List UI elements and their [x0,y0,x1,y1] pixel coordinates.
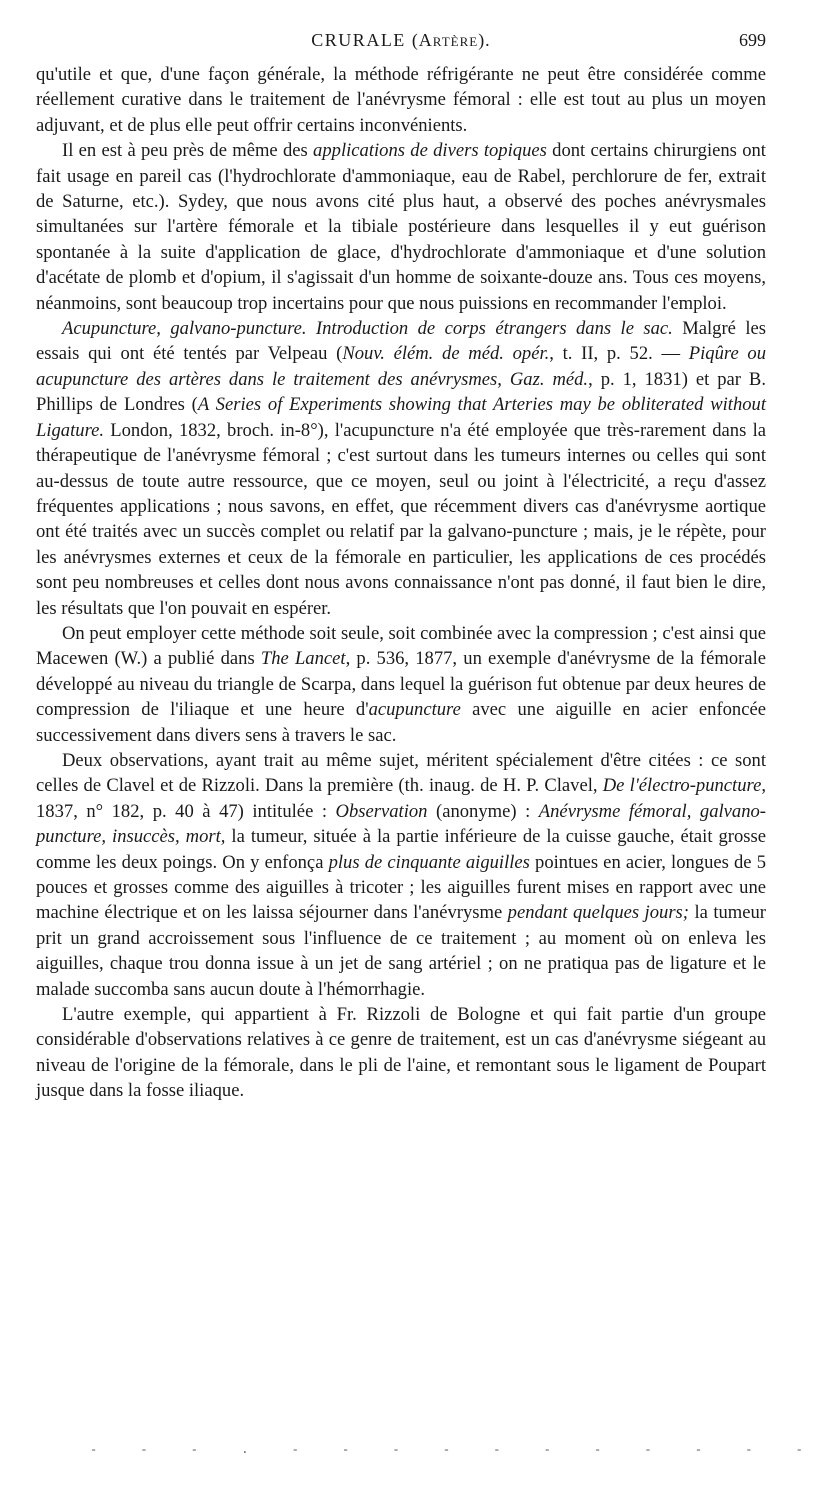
text-run: On peut employer cette méthode soit seule, soit combinée avec la compression ; c'est ainsi que Macewen (W.) a publié dans [36,622,766,670]
text-run: Malgré les essais qui ont été tentés par Velpeau ( [36,318,766,365]
paragraph-continued: qu'utile et que, d'une façon générale, la méthode réfrigérante ne peut être considérée comme réellement curative dans le traitement de l'anévrysme fémoral : elle est tout au plus un moyen adjuvant, et de plus elle peut offrir certains inconvénients. [36,64,766,136]
text-run: London, 1832, broch. in-8°), l'acupuncture n'a été employée que très-rarement dans la thérapeutique de l'anévrysme fémoral ; c'est surtout dans les tumeurs internes ou celles qui sont au-dessus de toute autre ressource, que ce moyen, seul ou joint à l'électricité, a reçu d'assez fréquentes applications ; nous savons, en effet, que récemment divers cas d'anévrysme aortique ont été traités avec un succès complet ou relatif par la galvano-puncture ; mais, je le répète, pour les anévrysmes externes et ceux de la fémorale en particulier, les applications de ces procédés sont peu nombreuses et celles dont nous avons connaissance n'ont pas donné, il faut bien le dire, les résultats que l'on pouvait en espérer. [36,419,766,619]
text-run: , t. II, p. 52. — [549,343,689,365]
italic-run: plus de cinquante aiguilles [328,851,530,873]
italic-run: Piqûre ou acupuncture des artères dans le traitement des anévrysmes, Gaz. méd. [36,343,766,390]
page-number: 699 [739,30,766,50]
body-text [36,62,766,1104]
text-run: , 1837, n° 182, p. 40 à 47) intitulée : [36,775,766,822]
italic-run: De l'électro-puncture [602,775,762,797]
text-run: dont certains chirurgiens ont fait usage en pareil cas (l'hydrochlorate d'ammoniaque, eau de Rabel, perchlorure de fer, extrait de Saturne, etc.). Sydey, que nous avons cité plus haut, a observé des poches anévrysmales simultanées sur l'artère fémorale et la tibiale postérieure dans lesquelles il y eut guérison spontanée à la suite d'application de glace, d'hydrochlorate d'ammoniaque et d'une solution d'acétate de plomb et d'opium, il s'agissait d'un homme de soixante-douze ans. Tous ces moyens, néanmoins, sont beaucoup trop incertains pour que nous puissions en recommander l'emploi. [36,140,766,314]
running-title-sub: (Artère). [411,30,491,50]
text-run: la tumeur prit un grand accroissement sous l'influence de ce traitement ; au moment où on enleva les aiguilles, chaque trou donna issue à un jet de sang artériel ; on ne pratiqua pas de ligature et le malade succomba sans aucun doute à l'hémorrhagie. [36,902,766,1000]
text-run: Deux observations, ayant trait au même sujet, méritent spécialement d'être citées : ce sont celles de Clavel et de Rizzoli. Dans la première (th. inaug. de H. P. Clavel, [36,749,766,797]
running-header [36,28,766,62]
italic-run: Anévrysme fémoral, galvano-puncture, insuccès, mort, [36,800,766,848]
page [36,28,766,1104]
italic-run: pendant quelques jours; [507,902,689,924]
paragraph-rizzoli: L'autre exemple, qui appartient à Fr. Rizzoli de Bologne et qui fait partie d'un groupe considérable d'observations relatives à ce genre de traitement, est un cas d'anévrysme siégeant au niveau de l'origine de la fémorale, dans le pli de l'aine, et remontant sous le ligament de Poupart jusque dans la fosse iliaque. [36,1004,766,1102]
section-heading: Acupuncture, galvano-puncture. Introduction de corps étrangers dans le sac. [62,318,673,340]
text-run: avec une aiguille en acier enfoncée successivement dans divers sens à travers le sac. [36,699,766,746]
paragraph-topiques [36,138,766,316]
italic-run: Nouv. élém. de méd. opér. [342,343,550,365]
text-run: , p. 1, 1831) et par B. Phillips de Londres ( [36,368,766,416]
paragraph-acupuncture [36,316,766,621]
text-run: pointues en acier, longues de 5 pouces et grosses comme des aiguilles à tricoter ; les aiguilles furent mises en rapport avec une machine électrique et on les laissa séjourner dans l'anévrysme [36,851,766,924]
paragraph-clavel [36,748,766,1002]
text-run: , p. 536, 1877, un exemple d'anévrysme de la fémorale développé au niveau du triangle de Scarpa, dans lequel la guérison fut obtenue par deux heures de compression de l'iliaque et une heure d' [36,648,766,721]
italic-run: The Lancet [260,648,346,670]
italic-run: Observation [335,800,428,822]
italic-run: acupuncture [368,699,461,721]
italic-run: A Series of Experiments showing that Arteries may be obliterated without Ligature. [36,394,767,441]
text-run: Il en est à peu près de même des [62,140,314,162]
paragraph-macewen [36,621,766,748]
running-title-main: CRURALE [311,30,406,50]
running-title [36,30,766,51]
italic-run: applications de divers topiques [313,140,547,162]
text-run: (anonyme) : [427,800,539,822]
footer-marks: - - - . - - - - - - - - - - - [90,1443,821,1457]
text-run: la tumeur, située à la partie inférieure de la cuisse gauche, était grosse comme les deux poings. On y enfonça [36,826,766,873]
